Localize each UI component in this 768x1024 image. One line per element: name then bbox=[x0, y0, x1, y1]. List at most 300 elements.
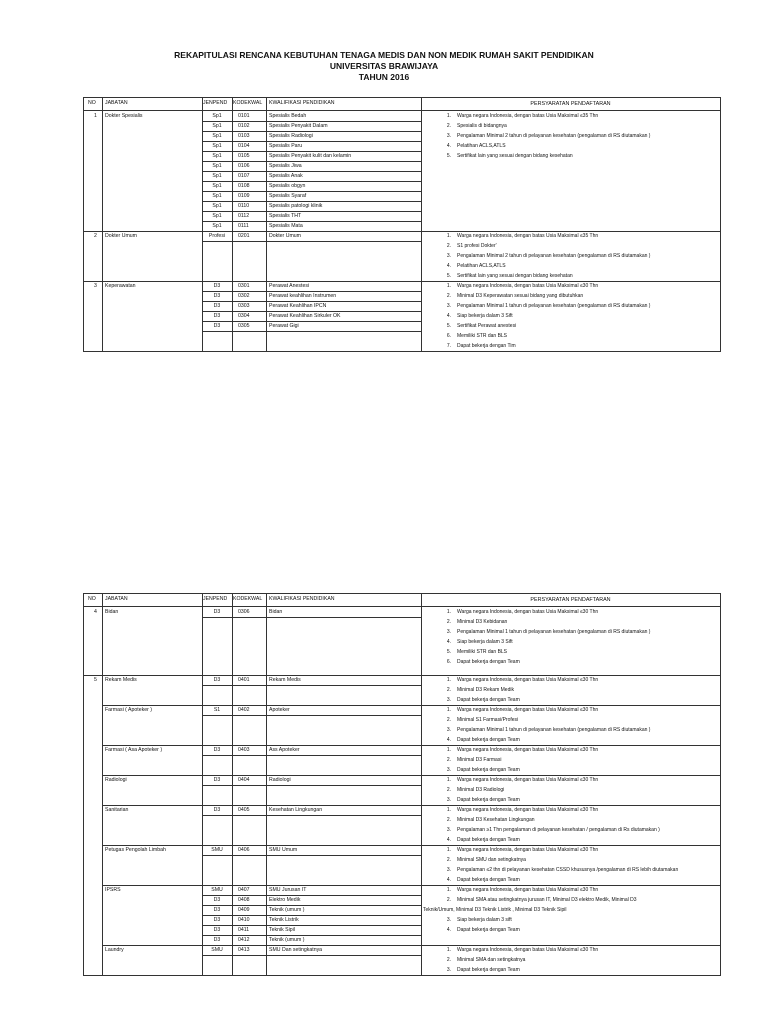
requirement-text: Dapat bekerja dengan Tim bbox=[457, 343, 516, 349]
requirement-number: 4. bbox=[446, 927, 451, 933]
requirement-number: 6. bbox=[446, 659, 451, 665]
cell-kwalifikasi: Bidan bbox=[269, 609, 283, 615]
row-divider bbox=[202, 855, 421, 856]
requirement-number: 2. bbox=[446, 717, 451, 723]
column-divider bbox=[102, 98, 103, 351]
cell-kodekwal: 0106 bbox=[238, 163, 250, 169]
cell-kodekwal: 0305 bbox=[238, 323, 250, 329]
header-kodekwal: KODEKWAL bbox=[233, 596, 263, 602]
requirement-item bbox=[435, 293, 583, 300]
cell-jenpend: D3 bbox=[213, 323, 221, 329]
cell-kodekwal: 0401 bbox=[238, 677, 250, 683]
requirement-text: Dapat bekerja dengan Team bbox=[457, 837, 520, 843]
row-divider bbox=[202, 171, 421, 172]
requirement-number: 1. bbox=[446, 887, 451, 893]
cell-kwalifikasi: Spesialis THT bbox=[269, 213, 302, 219]
cell-jenpend: D3 bbox=[213, 777, 221, 783]
requirement-text: Minimal D3 Rekam Medik bbox=[457, 687, 514, 693]
requirement-item bbox=[435, 639, 513, 646]
requirement-number: 3. bbox=[446, 727, 451, 733]
cell-kodekwal: 0304 bbox=[238, 313, 250, 319]
row-divider bbox=[202, 935, 421, 936]
cell-kwalifikasi: Spesialis Anak bbox=[269, 173, 303, 179]
requirement-number: 2. bbox=[446, 857, 451, 863]
cell-kodekwal: 0301 bbox=[238, 283, 250, 289]
cell-kwalifikasi: Rekam Medis bbox=[269, 677, 301, 683]
document-subtitle: UNIVERSITAS BRAWIJAYA bbox=[329, 61, 439, 71]
row-divider bbox=[202, 121, 421, 122]
cell-jenpend: Sp1 bbox=[212, 143, 222, 149]
requirement-number: 3. bbox=[446, 133, 451, 139]
requirement-number: 2. bbox=[446, 619, 451, 625]
cell-kodekwal: 0103 bbox=[238, 133, 250, 139]
group-divider bbox=[84, 675, 720, 676]
requirement-number: 2. bbox=[446, 757, 451, 763]
requirement-text: Dapat bekerja dengan Team bbox=[457, 927, 520, 933]
requirement-number: 2. bbox=[446, 787, 451, 793]
cell-jenpend: Sp1 bbox=[212, 223, 222, 229]
cell-kodekwal: 0111 bbox=[238, 223, 249, 229]
cell-jenpend: D3 bbox=[213, 897, 221, 903]
requirement-item bbox=[435, 619, 507, 626]
cell-jenpend: Sp1 bbox=[212, 133, 222, 139]
requirement-text: Pengalaman Minimal 2 tahun di pelayanan kesehatan (pengalaman di RS diutamakan ) bbox=[457, 253, 651, 259]
requirement-number: 7. bbox=[446, 343, 451, 349]
requirement-item bbox=[435, 243, 497, 250]
requirement-number: 1. bbox=[446, 113, 451, 119]
requirement-number: 3. bbox=[446, 767, 451, 773]
requirement-number: 3. bbox=[446, 867, 451, 873]
requirement-number: 2. bbox=[446, 687, 451, 693]
cell-kodekwal: 0101 bbox=[238, 113, 250, 119]
row-jabatan: Petugas Pengolah Limbah bbox=[105, 847, 166, 853]
table-2 bbox=[83, 593, 721, 976]
group-divider bbox=[102, 705, 720, 706]
requirement-text: Warga negara Indonesia, dengan batas Usia Maksimal ≤30 Thn bbox=[457, 677, 599, 683]
row-divider bbox=[202, 301, 421, 302]
requirement-number: 2. bbox=[446, 123, 451, 129]
cell-kwalifikasi: Perawat keahlihan Instrumen bbox=[269, 293, 337, 299]
requirement-item bbox=[435, 787, 504, 794]
requirement-item bbox=[435, 629, 650, 636]
requirement-number: 2. bbox=[446, 243, 451, 249]
requirement-number: 3. bbox=[446, 827, 451, 833]
requirement-text: Spesialis di bidangnya bbox=[457, 123, 507, 129]
cell-kwalifikasi: Perawat Anestesi bbox=[269, 283, 310, 289]
row-divider bbox=[202, 291, 421, 292]
column-divider bbox=[202, 594, 203, 975]
cell-kwalifikasi: Elektro Medik bbox=[269, 897, 301, 903]
cell-jenpend: D3 bbox=[213, 293, 221, 299]
cell-kwalifikasi: Spesialis Syaraf bbox=[269, 193, 307, 199]
requirement-item bbox=[435, 777, 598, 784]
row-no: 4 bbox=[94, 609, 97, 615]
requirement-number: 4. bbox=[446, 143, 451, 149]
group-divider bbox=[102, 775, 720, 776]
requirement-item bbox=[435, 847, 598, 854]
requirement-item bbox=[435, 253, 650, 260]
cell-kodekwal: 0112 bbox=[238, 213, 250, 219]
column-divider bbox=[202, 98, 203, 351]
cell-kodekwal: 0104 bbox=[238, 143, 250, 149]
cell-kodekwal: 0109 bbox=[238, 193, 250, 199]
header-jabatan: JABATAN bbox=[105, 100, 128, 106]
row-jabatan: Farmasi ( Asa Apoteker ) bbox=[105, 747, 163, 753]
header-no: NO bbox=[88, 596, 96, 602]
row-divider bbox=[202, 141, 421, 142]
group-divider bbox=[102, 885, 720, 886]
requirement-text: S1 profesi Dokter' bbox=[457, 243, 497, 249]
group-divider bbox=[102, 745, 720, 746]
cell-kodekwal: 0402 bbox=[238, 707, 250, 713]
row-jabatan: Bidan bbox=[105, 609, 119, 615]
cell-kwalifikasi: SMU Umum bbox=[269, 847, 298, 853]
requirement-number: 1. bbox=[446, 747, 451, 753]
row-divider bbox=[202, 955, 421, 956]
cell-kwalifikasi: Spesialis Jiwa bbox=[269, 163, 302, 169]
requirement-text: Sertifikat lain yang sesuai dengan bidang kesehatan bbox=[457, 153, 573, 159]
requirement-item bbox=[435, 837, 520, 844]
row-divider bbox=[202, 161, 421, 162]
cell-jenpend: D3 bbox=[213, 283, 221, 289]
cell-jenpend: Sp1 bbox=[212, 153, 222, 159]
cell-kwalifikasi: SMU Dan setingkatnya bbox=[269, 947, 323, 953]
cell-jenpend: SMU bbox=[211, 847, 223, 853]
row-jabatan: Radiologi bbox=[105, 777, 127, 783]
requirement-item bbox=[435, 153, 573, 160]
requirement-text: Siap bekerja dalam 3 Sift bbox=[457, 639, 513, 645]
requirement-number: 3. bbox=[446, 253, 451, 259]
requirement-item bbox=[435, 659, 520, 666]
requirement-text: Memiliki STR dan BLS bbox=[457, 333, 508, 339]
column-divider bbox=[266, 594, 267, 975]
requirement-item bbox=[435, 727, 650, 734]
cell-kwalifikasi: Teknik Listrik bbox=[269, 917, 299, 923]
requirement-item bbox=[435, 827, 660, 834]
requirement-item bbox=[435, 343, 516, 350]
cell-kwalifikasi: Kesehatan Lingkungan bbox=[269, 807, 323, 813]
cell-jenpend: D3 bbox=[213, 609, 221, 615]
requirement-text: Dapat bekerja dengan Team bbox=[457, 737, 520, 743]
cell-kodekwal: 0302 bbox=[238, 293, 250, 299]
row-divider bbox=[202, 755, 421, 756]
requirement-text: Minimal D3 Kebidanan bbox=[457, 619, 508, 625]
requirement-number: 3. bbox=[446, 797, 451, 803]
requirement-item bbox=[435, 707, 598, 714]
cell-kwalifikasi: Ass Apoteker bbox=[269, 747, 300, 753]
cell-kwalifikasi: Spesialis Bedah bbox=[269, 113, 307, 119]
requirement-number: 3. bbox=[446, 917, 451, 923]
requirement-text: Pengalaman ≤2 thn di pelayanan kesehatan CSSD khususnya /pengalaman di RS lebih diutamakan bbox=[457, 867, 679, 873]
requirement-number: 3. bbox=[446, 697, 451, 703]
requirement-number: 5. bbox=[446, 323, 451, 329]
requirement-text: Siap bekerja dalam 3 sift bbox=[457, 917, 512, 923]
row-jabatan: Sanitarian bbox=[105, 807, 129, 813]
cell-jenpend: Sp1 bbox=[212, 213, 222, 219]
requirement-item bbox=[435, 609, 598, 616]
requirement-number: 1. bbox=[446, 283, 451, 289]
requirement-text: Dapat bekerja dengan Team bbox=[457, 797, 520, 803]
requirement-item bbox=[435, 649, 507, 656]
requirement-number: 1. bbox=[446, 233, 451, 239]
requirement-number: 3. bbox=[446, 303, 451, 309]
requirement-item bbox=[435, 747, 598, 754]
requirement-number: 1. bbox=[446, 847, 451, 853]
requirement-text: Warga negara Indonesia, dengan batas Usia Maksimal ≤30 Thn bbox=[457, 707, 599, 713]
requirement-number: 2. bbox=[446, 897, 451, 903]
cell-kwalifikasi: Perawat Keahlihan Sirkuler OK bbox=[269, 313, 341, 319]
cell-kodekwal: 0108 bbox=[238, 183, 250, 189]
requirement-item bbox=[435, 797, 520, 804]
header-jenpend: JENPEND bbox=[203, 100, 228, 106]
cell-jenpend: D3 bbox=[213, 747, 221, 753]
group-divider bbox=[102, 805, 720, 806]
cell-kodekwal: 0409 bbox=[238, 907, 250, 913]
cell-kodekwal: 0406 bbox=[238, 847, 250, 853]
requirement-number: 1. bbox=[446, 947, 451, 953]
group-divider bbox=[84, 231, 720, 232]
requirement-item bbox=[435, 303, 650, 310]
table-header bbox=[84, 98, 720, 111]
requirement-text: Dapat bekerja dengan Team bbox=[457, 697, 520, 703]
document-title: REKAPITULASI RENCANA KEBUTUHAN TENAGA MEDIS DAN NON MEDIK RUMAH SAKIT PENDIDIKAN bbox=[174, 50, 594, 60]
cell-jenpend: Profesi bbox=[208, 233, 226, 239]
requirement-text: Pengalaman Minimal 1 tahun di pelayanan kesehatan (pengalaman di RS diutamakan ) bbox=[457, 727, 651, 733]
requirement-item bbox=[435, 917, 512, 924]
cell-kodekwal: 0413 bbox=[238, 947, 250, 953]
requirement-item bbox=[435, 877, 520, 884]
requirement-text: Dapat bekerja dengan Team bbox=[457, 967, 520, 973]
requirement-number: 4. bbox=[446, 877, 451, 883]
requirement-text: Pengalaman Minimal 1 tahun di pelayanan kesehatan (pengalaman di RS diutamakan ) bbox=[457, 629, 651, 635]
header-persyaratan: PERSYARATAN PENDAFTARAN bbox=[530, 101, 611, 107]
requirement-item bbox=[435, 967, 520, 974]
requirement-text: Minimal S1 Farmasi/Profesi bbox=[457, 717, 519, 723]
requirement-item bbox=[435, 113, 598, 120]
cell-kwalifikasi: Spesialis Mata bbox=[269, 223, 303, 229]
cell-kodekwal: 0408 bbox=[238, 897, 250, 903]
row-divider bbox=[202, 925, 421, 926]
requirement-text: Warga negara Indonesia, dengan batas Usia Maksimal ≤35 Thn bbox=[457, 113, 599, 119]
requirement-text: Minimal D3 Farmasi bbox=[457, 757, 502, 763]
cell-jenpend: S1 bbox=[213, 707, 221, 713]
requirement-item bbox=[435, 123, 507, 130]
requirement-item bbox=[435, 887, 598, 894]
row-no: 2 bbox=[94, 233, 97, 239]
row-no: 3 bbox=[94, 283, 97, 289]
cell-kwalifikasi: Spesialis Penyakit kulit dan kelamin bbox=[269, 153, 352, 159]
requirement-text: Warga negara Indonesia, dengan batas Usia Maksimal ≤30 Thn bbox=[457, 847, 599, 853]
column-divider bbox=[421, 98, 422, 351]
cell-jenpend: D3 bbox=[213, 907, 221, 913]
requirement-number: 5. bbox=[446, 273, 451, 279]
header-kwalifikasi: KWALIFIKASI PENDIDIKAN bbox=[269, 100, 335, 106]
cell-kwalifikasi: Spesialis Penyakit Dalam bbox=[269, 123, 328, 129]
requirement-item bbox=[435, 697, 520, 704]
row-divider bbox=[202, 221, 421, 222]
header-jenpend: JENPEND bbox=[203, 596, 228, 602]
requirement-item bbox=[435, 817, 535, 824]
requirement-text: Warga negara Indonesia, dengan batas Usia Maksimal ≤30 Thn bbox=[457, 609, 599, 615]
requirement-text: Sertifikat Perawat anestesi bbox=[457, 323, 517, 329]
requirement-item bbox=[435, 263, 506, 270]
requirement-number: 5. bbox=[446, 153, 451, 159]
requirement-text: Minimal D3 Keperawatan sesuai bidang yang dibutuhkan bbox=[457, 293, 584, 299]
requirement-text: Siap bekerja dalam 3 Sift bbox=[457, 313, 513, 319]
requirement-text: Dapat bekerja dengan Team bbox=[457, 767, 520, 773]
cell-kwalifikasi: Apoteker bbox=[269, 707, 290, 713]
row-no: 5 bbox=[94, 677, 97, 683]
requirement-text: Warga negara Indonesia, dengan batas Usia Maksimal ≤30 Thn bbox=[457, 887, 599, 893]
requirement-item bbox=[435, 133, 650, 140]
requirement-item bbox=[435, 313, 513, 320]
cell-kodekwal: 0107 bbox=[238, 173, 250, 179]
row-divider bbox=[202, 785, 421, 786]
cell-kwalifikasi: Teknik (umum ) bbox=[269, 937, 305, 943]
cell-jenpend: SMU bbox=[211, 947, 223, 953]
cell-kwalifikasi: Perawat Gigi bbox=[269, 323, 299, 329]
row-jabatan: Keperawatan bbox=[105, 283, 136, 289]
row-divider bbox=[202, 181, 421, 182]
requirement-text: Minimal SMA dan setingkatnya bbox=[457, 957, 526, 963]
requirement-text: Memiliki STR dan BLS bbox=[457, 649, 508, 655]
requirement-number: 1. bbox=[446, 777, 451, 783]
group-divider bbox=[102, 845, 720, 846]
cell-kodekwal: 0110 bbox=[238, 203, 250, 209]
requirement-text: Minimal D3 Radiologi bbox=[457, 787, 505, 793]
cell-jenpend: Sp1 bbox=[212, 123, 222, 129]
requirement-item bbox=[435, 767, 520, 774]
cell-jenpend: Sp1 bbox=[212, 173, 222, 179]
cell-kodekwal: 0405 bbox=[238, 807, 250, 813]
row-divider bbox=[202, 915, 421, 916]
cell-kodekwal: 0105 bbox=[238, 153, 250, 159]
row-divider bbox=[202, 331, 421, 332]
group-divider bbox=[102, 945, 720, 946]
header-jabatan: JABATAN bbox=[105, 596, 128, 602]
requirement-text: Warga negara Indonesia, dengan batas Usia Maksimal ≤30 Thn bbox=[457, 747, 599, 753]
row-divider bbox=[202, 905, 421, 906]
requirement-item bbox=[435, 857, 526, 864]
requirement-item bbox=[435, 757, 501, 764]
cell-kwalifikasi: Spesialis obgyn bbox=[269, 183, 306, 189]
requirement-number: 4. bbox=[446, 837, 451, 843]
cell-jenpend: Sp1 bbox=[212, 203, 222, 209]
table-header bbox=[84, 594, 720, 607]
column-divider bbox=[232, 98, 233, 351]
requirement-text: Sertifikat lain yang sesuai dengan bidang kesehatan bbox=[457, 273, 573, 279]
requirement-text: Minimal SMU dan setingkatnya bbox=[457, 857, 526, 863]
table-1 bbox=[83, 97, 721, 352]
requirement-number: 1. bbox=[446, 677, 451, 683]
requirement-number: 4. bbox=[446, 313, 451, 319]
cell-kwalifikasi: Radiologi bbox=[269, 777, 291, 783]
cell-kwalifikasi: Dokter Umum bbox=[269, 233, 301, 239]
requirement-text: Pelatihan ACLS,ATLS bbox=[457, 263, 506, 269]
requirement-item bbox=[435, 273, 573, 280]
cell-kodekwal: 0404 bbox=[238, 777, 250, 783]
cell-jenpend: D3 bbox=[213, 917, 221, 923]
column-divider bbox=[102, 594, 103, 975]
cell-kodekwal: 0201 bbox=[238, 233, 250, 239]
requirement-item bbox=[435, 947, 598, 954]
row-divider bbox=[202, 895, 421, 896]
requirement-text: Pelatihan ACLS,ATLS bbox=[457, 143, 506, 149]
cell-kodekwal: 0306 bbox=[238, 609, 250, 615]
requirement-text: Pengalaman Minimal 2 tahun di pelayanan kesehatan (pengalaman di RS diutamakan ) bbox=[457, 133, 651, 139]
requirement-item bbox=[435, 687, 514, 694]
requirement-item bbox=[435, 717, 518, 724]
requirement-text: Pengalaman ≥1 Thn pengalaman di pelayanan kesehatan / pengalaman di Rs diutamakan ) bbox=[457, 827, 660, 833]
requirement-number: 3. bbox=[446, 967, 451, 973]
row-divider bbox=[202, 617, 421, 618]
cell-kodekwal: 0412 bbox=[238, 937, 250, 943]
row-divider bbox=[202, 715, 421, 716]
requirement-item bbox=[435, 737, 520, 744]
cell-jenpend: D3 bbox=[213, 313, 221, 319]
cell-kwalifikasi: Perawat Keahlihan IPCN bbox=[269, 303, 327, 309]
row-divider bbox=[202, 685, 421, 686]
row-no: 1 bbox=[94, 113, 97, 119]
requirement-item bbox=[435, 897, 637, 904]
requirement-number: 4. bbox=[446, 639, 451, 645]
header-no: NO bbox=[88, 100, 96, 106]
requirement-item bbox=[435, 283, 598, 290]
cell-jenpend: D3 bbox=[213, 303, 221, 309]
cell-kwalifikasi: Spesialis patologi klinik bbox=[269, 203, 323, 209]
requirement-item bbox=[435, 143, 506, 150]
requirement-item bbox=[435, 333, 507, 340]
cell-kodekwal: 0410 bbox=[238, 917, 250, 923]
requirement-text: Warga negara Indonesia, dengan batas Usia Maksimal ≤30 Thn bbox=[457, 807, 599, 813]
cell-jenpend: Sp1 bbox=[212, 193, 222, 199]
row-divider bbox=[202, 241, 421, 242]
group-divider bbox=[84, 281, 720, 282]
row-jabatan: Farmasi ( Apoteker ) bbox=[105, 707, 152, 713]
row-jabatan: Dokter Spesialis bbox=[105, 113, 143, 119]
column-divider bbox=[421, 594, 422, 975]
cell-kodekwal: 0403 bbox=[238, 747, 250, 753]
row-divider bbox=[202, 211, 421, 212]
requirement-text: Warga negara Indonesia, dengan batas Usia Maksimal ≤35 Thn bbox=[457, 233, 599, 239]
requirement-item bbox=[435, 323, 516, 330]
requirement-text: Minimal SMA atau setingkatnya jurusan IT, Minimal D3 elektro Medik, Minimal D3 bbox=[457, 897, 637, 903]
requirement-text: Pengalaman Minimal 1 tahun di pelayanan kesehatan (pengalaman di RS diutamakan ) bbox=[457, 303, 651, 309]
cell-jenpend: D3 bbox=[213, 677, 221, 683]
requirement-text: Minimal D3 Kesehatan Lingkungan bbox=[457, 817, 535, 823]
requirement-number: 2. bbox=[446, 957, 451, 963]
cell-kodekwal: 0407 bbox=[238, 887, 250, 893]
cell-jenpend: Sp1 bbox=[212, 113, 222, 119]
cell-kodekwal: 0411 bbox=[238, 927, 250, 933]
header-persyaratan: PERSYARATAN PENDAFTARAN bbox=[530, 597, 611, 603]
requirement-number: 4. bbox=[446, 263, 451, 269]
requirement-number: 1. bbox=[446, 707, 451, 713]
cell-kwalifikasi: Teknik (umum ) bbox=[269, 907, 305, 913]
requirement-item bbox=[435, 867, 678, 874]
row-divider bbox=[202, 131, 421, 132]
cell-jenpend: Sp1 bbox=[212, 163, 222, 169]
requirement-number: 6. bbox=[446, 333, 451, 339]
requirement-item bbox=[435, 233, 598, 240]
cell-kodekwal: 0303 bbox=[238, 303, 250, 309]
requirement-text: Warga negara Indonesia, dengan batas Usia Maksimal ≤30 Thn bbox=[457, 283, 599, 289]
row-divider bbox=[202, 151, 421, 152]
requirement-item bbox=[435, 927, 520, 934]
requirement-number: 5. bbox=[446, 649, 451, 655]
cell-jenpend: D3 bbox=[213, 937, 221, 943]
requirement-number: 1. bbox=[446, 609, 451, 615]
